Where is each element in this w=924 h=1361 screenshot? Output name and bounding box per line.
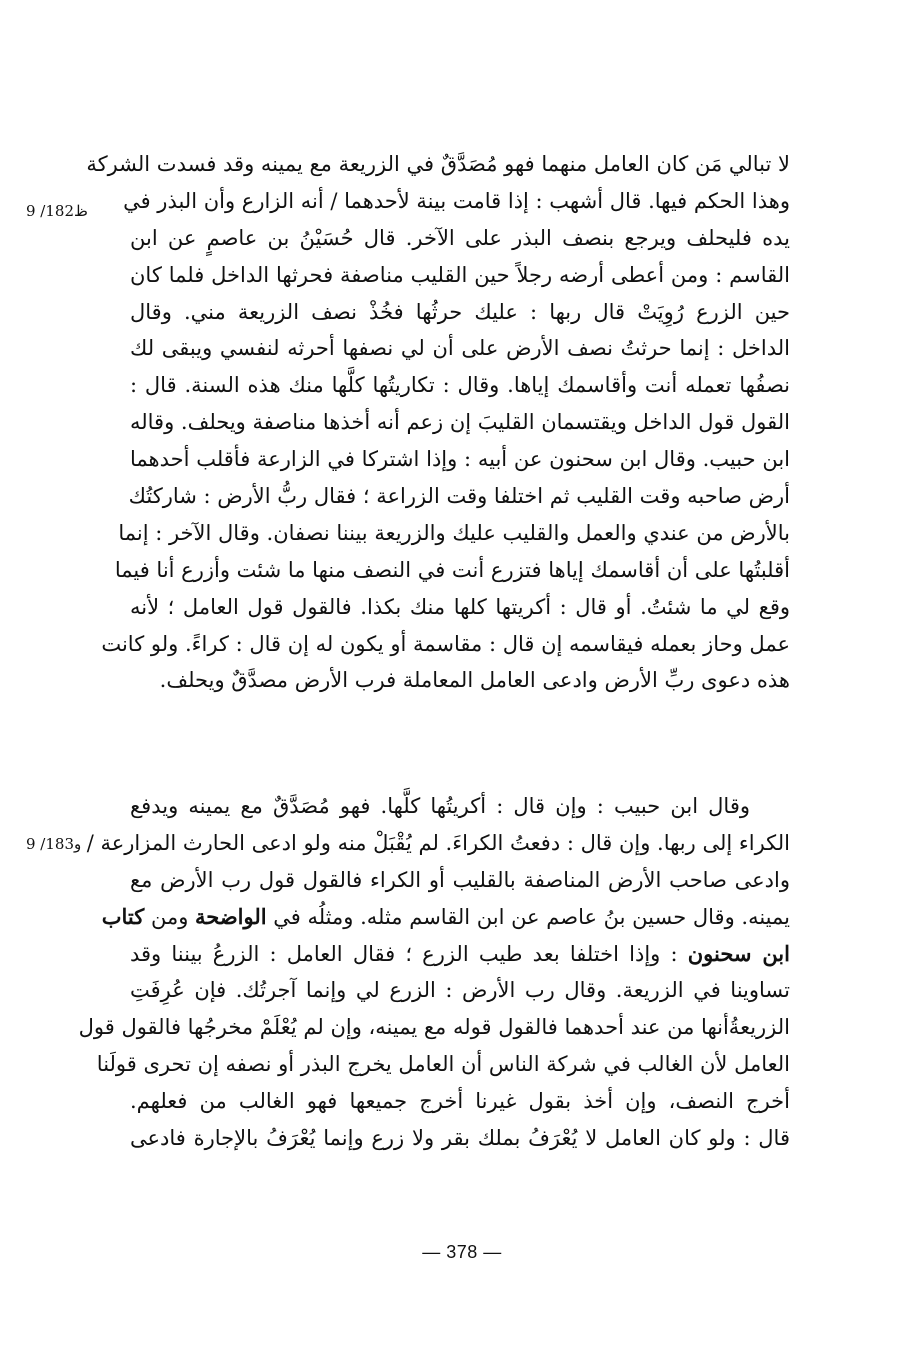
text-line: يده فليحلف ويرجع بنصف البذر على الآخر. قال حُسَيْنُ بن عاصمٍ عن ابن [130, 225, 790, 250]
bold-title-text: الواضحة [195, 903, 267, 929]
margin-folio-note: 9 /182ظ [26, 202, 88, 220]
text-run: : وإذا اختلفا بعد طيب الزرع ؛ فقال العامل : الزرعُ بيننا وقد [130, 941, 688, 966]
text-run: تساوينا في الزريعة. وقال رب الأرض : الزرع لي وإنما آجرتُك. فإن عُرِفَتِ [130, 978, 790, 1003]
page-number: — 378 — [422, 1242, 502, 1262]
text-run: وقال ابن حبيب : وإن قال : أكريتُها كلَّها. فهو مُصَدَّقٌ مع يمينه ويدفع [130, 794, 750, 818]
text-line: هذه دعوى ربِّ الأرض وادعى العامل المعاملة فرب الأرض مصدَّقٌ ويحلف. [159, 668, 790, 693]
text-run: وادعى صاحب الأرض المناصفة بالقليب أو الكراء فالقول قول رب الأرض مع [130, 867, 790, 892]
paragraph-2 [78, 788, 790, 1157]
text-line [130, 1120, 790, 1157]
text-line [96, 1046, 790, 1083]
text-line [78, 1009, 790, 1046]
text-line [86, 825, 790, 862]
text-line: حين الزرع رُوِيَتْ قال ربها : عليك حرثُها فخُذْ نصف الزريعة مني. وقال [130, 299, 790, 324]
text-run: الزريعةُأنها من عند أحدهما فالقول قوله مع يمينه، وإن لم يُعْلَمْ مخرجُها فالقول قول [78, 1015, 790, 1040]
text-line: لا تبالي مَن كان العامل منهما فهو مُصَدَّقٌ في الزريعة مع يمينه وقد فسدت الشركة [86, 152, 790, 176]
text-line: بالأرض من عندي والعمل والقليب عليك والزريعة بيننا نصفان. وقال الآخر : إنما [118, 520, 790, 545]
text-line: أقلبتُها على أن أقاسمك إياها فتزرع أنت في النصف منها ما شئت وأزرع أنا فيما [114, 557, 790, 582]
text-line: القاسم : ومن أعطى أرضه رجلاً حين القليب مناصفة فحرثها الداخل فلما كان [130, 262, 790, 287]
text-line: وهذا الحكم فيها. قال أشهب : إذا قامت بينة لأحدهما / أنه الزارع وأن البذر في [123, 188, 790, 213]
text-run: يمينه. وقال حسين بنُ عاصم عن ابن القاسم مثله. ومثلُه في [266, 904, 790, 929]
margin-folio-note: 9 /183و [26, 835, 82, 853]
text-line [101, 899, 790, 936]
text-run: العامل لأن الغالب في شركة الناس أن العامل يخرج البذر أو نصفه إن تحرى قولَنا [96, 1052, 790, 1077]
text-run: الكراء إلى ربها. وإن قال : دفعتُ الكراءَ. لم يُقْبَلْ منه ولو ادعى الحارث المزارعة / [86, 830, 790, 855]
text-line [130, 936, 790, 973]
text-line: نصفُها تعمله أنت وأقاسمك إياها. وقال : تكاريتُها كلَّها منك هذه السنة. قال : [130, 373, 790, 398]
text-line: ابن حبيب. وقال ابن سحنون عن أبيه : وإذا اشتركا في الزارعة فأقلب أحدهما [130, 447, 790, 472]
text-line [130, 1083, 790, 1120]
text-run: ومن [144, 904, 196, 929]
paragraph-1 [86, 146, 790, 699]
text-line [130, 788, 790, 825]
text-line: القول قول الداخل ويقتسمان القليبَ إن زعم أنه أخذها مناصفة ويحلف. وقاله [130, 410, 790, 435]
bold-title-text: كتاب [101, 903, 145, 929]
text-line: الداخل : إنما حرثتُ نصف الأرض على أن لي نصفها أحرثه لنفسي ويبقى لك [130, 336, 790, 361]
bold-title-text: ابن سحنون [687, 940, 790, 966]
text-line [130, 972, 790, 1009]
text-line [130, 862, 790, 899]
text-run: أخرج النصف، وإن أخذ بقول غيرنا أخرج جميعها فهو الغالب من فعلهم. [130, 1089, 790, 1114]
text-run: قال : ولو كان العامل لا يُعْرَفُ بملك بقر ولا زرع وإنما يُعْرَفُ بالإجارة فادعى [130, 1126, 790, 1151]
text-line: وقع لي ما شئتُ. أو قال : أكريتها كلها منك بكذا. فالقول قول العامل ؛ لأنه [130, 594, 790, 619]
text-line: عمل وحاز بعمله فيقاسمه إن قال : مقاسمة أو يكون له إن قال : كراءً. ولو كانت [101, 631, 790, 656]
text-line: أرض صاحبه وقت القليب ثم اختلفا وقت الزراعة ؛ فقال ربُّ الأرض : شاركتُك [128, 484, 790, 509]
